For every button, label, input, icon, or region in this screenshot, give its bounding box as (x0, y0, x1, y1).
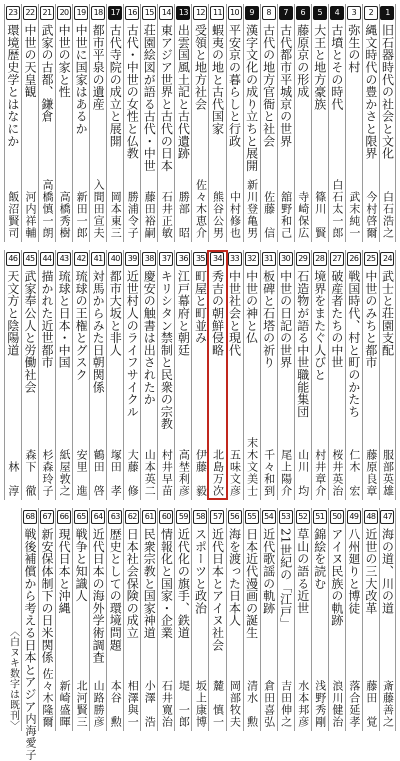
volume-number: 59 (176, 510, 190, 524)
book-title: 対馬からみた日朝関係 (91, 270, 106, 393)
book-title: 古代の地方官衙と社会 (261, 24, 276, 147)
volume-number: 52 (296, 510, 310, 524)
book-author: 水本邦彦 (296, 680, 310, 728)
volume-number: 18 (91, 6, 105, 20)
book-author: 堤 一郎 (177, 680, 191, 728)
book-title: 中世のみちと都市 (363, 270, 378, 369)
book-entry (174, 4, 191, 242)
book-entry (191, 250, 208, 500)
book-entry (106, 508, 123, 731)
book-author: 高橋秀樹 (58, 191, 72, 239)
book-title: 近世村人のライフサイクル (125, 270, 140, 418)
book-author: 森下 徹 (23, 449, 37, 497)
volume-number: 58 (193, 510, 207, 524)
book-author: 浪川健治 (330, 680, 344, 728)
volume-number: 25 (364, 252, 378, 266)
book-author: 倉田喜弘 (262, 680, 276, 728)
book-entry (157, 508, 174, 731)
book-title: 現代日本と沖縄 (57, 528, 72, 615)
volume-number: 49 (347, 510, 361, 524)
row-1 (4, 4, 396, 242)
volume-number: 2 (364, 6, 378, 20)
book-author: 入間田宣夫 (92, 179, 106, 239)
book-title: 慶安の触書は出されたか (142, 270, 157, 406)
book-author: 内海愛子 (23, 712, 37, 761)
volume-number: 27 (330, 252, 344, 266)
book-title: 蝦夷の地と古代国家 (210, 24, 225, 135)
book-author: 落合延孝 (347, 680, 361, 728)
book-title: 日本近代漫画の誕生 (244, 528, 259, 639)
book-title: 琉球と日本・中国 (57, 270, 72, 369)
volume-number: 68 (23, 510, 37, 524)
book-entry (38, 250, 55, 500)
book-entry (106, 250, 123, 500)
book-title: 破産者たちの中世 (329, 270, 344, 369)
book-author: 村井章介 (313, 449, 327, 497)
volume-number: 60 (159, 510, 173, 524)
volume-number: 45 (23, 252, 37, 266)
volume-number: 26 (347, 252, 361, 266)
legend-note-column (4, 508, 21, 731)
book-entry (123, 250, 140, 500)
volume-number: 29 (296, 252, 310, 266)
book-title: 中世の日記の世界 (278, 270, 293, 369)
volume-number: 66 (57, 510, 71, 524)
volume-number: 33 (228, 252, 242, 266)
book-title: 新安保体制下の日米関係 (40, 528, 55, 664)
book-author: 山川 均 (296, 449, 310, 497)
book-author: 新崎盛暉 (58, 680, 72, 728)
volume-number: 14 (159, 6, 173, 20)
book-entry (260, 4, 277, 242)
book-entry (379, 508, 396, 731)
book-author: 相澤與一 (126, 680, 140, 728)
book-author: 佐々木恵介 (194, 179, 208, 239)
book-author: 北河賢三 (75, 680, 89, 728)
book-entry (140, 250, 157, 500)
book-entry (294, 4, 311, 242)
book-author: 浅野秀剛 (313, 680, 327, 728)
book-title: 出雲国風土記と古代遺跡 (176, 24, 191, 160)
volume-number: 48 (364, 510, 378, 524)
book-entry (55, 508, 72, 731)
book-author: 武末純一 (347, 191, 361, 239)
book-author: 林 淳 (6, 461, 20, 497)
book-entry (191, 508, 208, 731)
book-author: 麓 慎一 (211, 680, 225, 728)
book-author: 小澤 浩 (143, 680, 157, 728)
book-entry (38, 508, 55, 731)
book-title: 武家奉公人と労働社会 (22, 270, 37, 393)
book-entry (89, 250, 106, 500)
book-entry (140, 508, 157, 731)
book-author: 高橋慎一朗 (41, 179, 55, 239)
book-entry (311, 4, 328, 242)
book-entry (4, 250, 21, 500)
book-author: 藤田 覚 (364, 680, 378, 728)
volume-number: 24 (380, 252, 394, 266)
book-title: 旧石器時代の社会と文化 (380, 24, 395, 160)
book-entry (345, 508, 362, 731)
volume-number: 35 (193, 252, 207, 266)
book-entry (208, 508, 225, 731)
book-title: 近代日本とアイヌ社会 (210, 528, 225, 651)
book-entry (4, 4, 21, 242)
volume-number: 3 (347, 6, 361, 20)
book-entry (328, 4, 345, 242)
volume-number: 42 (74, 252, 88, 266)
book-author: 新川登亀男 (245, 179, 259, 239)
book-title: 町屋と町並み (193, 270, 208, 344)
book-author: 河内祥輔 (23, 191, 37, 239)
volume-number: 34 (210, 252, 224, 266)
volume-number: 55 (245, 510, 259, 524)
book-entry (277, 508, 294, 731)
book-title: 荘園絵図が語る古代・中世 (142, 24, 157, 172)
book-entry (362, 4, 379, 242)
book-title: 古代都市平城京の世界 (278, 24, 293, 147)
volume-number: 21 (40, 6, 54, 20)
book-author: 勝浦令子 (126, 191, 140, 239)
volume-number: 67 (40, 510, 54, 524)
book-title: 情報化と国家・企業 (159, 528, 174, 639)
volume-number: 43 (57, 252, 71, 266)
book-author: 村井早苗 (160, 449, 174, 497)
book-entry (72, 250, 89, 500)
book-author: 中村修也 (228, 191, 242, 239)
book-entry (243, 250, 260, 500)
book-title: 草山の語る近世 (295, 528, 310, 615)
book-author: 石井正敏 (160, 191, 174, 239)
book-entry (277, 250, 294, 500)
book-entry (311, 250, 328, 500)
book-author: 服部英雄 (381, 449, 395, 497)
book-entry (226, 250, 243, 500)
book-entry (328, 250, 345, 500)
book-entry (123, 508, 140, 731)
book-title: 近代化の旗手、鉄道 (176, 528, 191, 639)
book-title: スポーツと政治 (193, 528, 208, 615)
book-author: 本谷 勲 (109, 680, 123, 728)
volume-number: 20 (57, 6, 71, 20)
book-entry (243, 4, 260, 242)
volume-number: 39 (125, 252, 139, 266)
book-title: 藤原京の形成 (295, 24, 310, 98)
volume-number: 65 (74, 510, 88, 524)
volume-number: 28 (313, 252, 327, 266)
book-entry (157, 4, 174, 242)
book-entry (260, 250, 277, 500)
volume-number: 8 (262, 6, 276, 20)
book-entry (208, 250, 225, 500)
book-entry (294, 250, 311, 500)
book-title: 中世の天皇観 (22, 24, 37, 98)
volume-number: 10 (228, 6, 242, 20)
book-entry (123, 4, 140, 242)
book-author: 末木文美士 (245, 437, 259, 497)
book-entry (208, 4, 225, 242)
book-title: 武士と荘園支配 (380, 270, 395, 357)
book-title: 中世の神と仏 (244, 270, 259, 344)
book-entry (277, 4, 294, 242)
book-entry (21, 250, 38, 500)
book-title: 板碑と石塔の祈り (261, 270, 276, 369)
volume-number: 50 (330, 510, 344, 524)
volume-number: 12 (193, 6, 207, 20)
book-title: 琉球の王権とグスク (74, 270, 89, 381)
book-author: 坂上康博 (194, 680, 208, 728)
book-author: 五味文彦 (228, 449, 242, 497)
book-entry (311, 508, 328, 731)
book-author: 仁木 宏 (347, 449, 361, 497)
volume-number: 53 (279, 510, 293, 524)
volume-number: 15 (142, 6, 156, 20)
volume-number: 61 (142, 510, 156, 524)
volume-number: 62 (125, 510, 139, 524)
book-entry (226, 508, 243, 731)
book-entry (38, 4, 55, 242)
book-entry (174, 508, 191, 731)
volume-number: 37 (159, 252, 173, 266)
book-author: 今村啓爾 (364, 191, 378, 239)
book-entry (345, 4, 362, 242)
book-author: 勝部 昭 (177, 191, 191, 239)
book-entry (106, 4, 123, 242)
book-title: 日本社会保険の成立 (125, 528, 140, 639)
volume-number: 22 (23, 6, 37, 20)
book-author: 舘野和己 (279, 191, 293, 239)
book-author: 尾上陽介 (279, 449, 293, 497)
book-entry (89, 4, 106, 242)
volume-number: 32 (245, 252, 259, 266)
volume-number: 16 (125, 6, 139, 20)
book-author: 大藤 修 (126, 449, 140, 497)
volume-number: 54 (262, 510, 276, 524)
book-entry (140, 4, 157, 242)
book-author: 高埜利彦 (177, 449, 191, 497)
book-title: 中世に国家はあるか (74, 24, 89, 135)
book-author: 斎藤善之 (381, 680, 395, 728)
volume-number: 13 (176, 6, 190, 20)
book-author: 白石太一郎 (330, 179, 344, 239)
volume-number: 4 (330, 6, 344, 20)
volume-number: 19 (74, 6, 88, 20)
volume-number: 56 (228, 510, 242, 524)
book-entry (226, 4, 243, 242)
volume-number: 40 (108, 252, 122, 266)
volume-number: 41 (91, 252, 105, 266)
book-author: 山本英二 (143, 449, 157, 497)
book-author: 千々和到 (262, 449, 276, 497)
volume-number: 47 (380, 510, 394, 524)
book-title: 縄文時代の豊かさと限界 (363, 24, 378, 160)
book-author: 山路勝彦 (92, 680, 106, 728)
book-entry (362, 250, 379, 500)
book-author: 藤原良章 (364, 449, 378, 497)
book-title: 境界をまたぐ人びと (312, 270, 327, 381)
book-title: 環境歴史学とはなにか (5, 24, 20, 147)
book-title: 描かれた近世都市 (40, 270, 55, 369)
book-author: 寺崎保広 (296, 191, 310, 239)
book-author: 佐藤 信 (262, 191, 276, 239)
volume-number: 11 (210, 6, 224, 20)
volume-number: 64 (91, 510, 105, 524)
book-title: 石造物が語る中世職能集団 (295, 270, 310, 418)
book-author: 安里 進 (75, 449, 89, 497)
volume-number: 1 (380, 6, 394, 20)
book-author: 清水 勲 (245, 680, 259, 728)
book-title: 海を渡った日本人 (227, 528, 242, 627)
volume-number: 6 (296, 6, 310, 20)
book-title: 天文方と陰陽道 (5, 270, 20, 357)
book-author: 鶴田 啓 (92, 449, 106, 497)
book-author: 桜井英治 (330, 449, 344, 497)
book-title: 歴史としての環境問題 (108, 528, 123, 651)
book-title: 戦国時代、村と町のかたち (346, 270, 361, 418)
book-author: 吉田伸之 (279, 680, 293, 728)
row-3 (4, 508, 396, 761)
volume-number: 17 (108, 6, 122, 20)
book-title: 中世社会と現代 (227, 270, 242, 357)
volume-number: 38 (142, 252, 156, 266)
book-author: 岡本東三 (109, 191, 123, 239)
book-entry (174, 250, 191, 500)
book-title: 古墳とその時代 (329, 24, 344, 111)
book-title: キリシタン禁制と民衆の宗教 (159, 270, 174, 430)
book-entry (157, 250, 174, 500)
book-title: 戦後補償から考える日本とアジア (22, 528, 37, 713)
legend-note: 〈白ヌキ数字は既刊〉 (7, 626, 19, 731)
book-entry (260, 508, 277, 731)
book-entry (55, 250, 72, 500)
book-title: 民衆宗教と国家神道 (142, 528, 157, 639)
volume-number: 36 (176, 252, 190, 266)
book-title: 古代・中世の女性と仏教 (125, 24, 140, 160)
book-title: 秀吉の朝鮮侵略 (210, 270, 225, 357)
book-entry (21, 4, 38, 242)
book-title: 都市大坂と非人 (108, 270, 123, 357)
book-title: 戦争と知識人 (74, 528, 89, 602)
book-author: 白石浩之 (381, 191, 395, 239)
book-entry (72, 508, 89, 731)
volume-number: 7 (279, 6, 293, 20)
book-title: 大王と地方豪族 (312, 24, 327, 111)
book-title: 弥生の村 (346, 24, 361, 74)
book-entry (55, 4, 72, 242)
book-author: 佐々木隆爾 (41, 668, 55, 728)
book-author: 塚田 孝 (109, 449, 123, 497)
book-author: 藤田裕嗣 (143, 191, 157, 239)
book-title: 21世紀の「江戸」 (278, 528, 293, 630)
book-entry (89, 508, 106, 731)
book-title: 近世の三大改革 (363, 528, 378, 615)
book-entry (328, 508, 345, 731)
volume-number: 31 (262, 252, 276, 266)
book-entry (362, 508, 379, 731)
book-title: 漢字文化の成り立ちと展開 (244, 24, 259, 172)
book-title: 東アジア世界と古代の日本 (159, 24, 174, 172)
book-author: 北島万次 (211, 449, 225, 497)
book-entry (294, 508, 311, 731)
book-entry (379, 250, 396, 500)
book-title: 江戸幕府と朝廷 (176, 270, 191, 357)
book-author: 岡部牧夫 (228, 680, 242, 728)
book-title: 都市平泉の遺産 (91, 24, 106, 111)
volume-number: 23 (6, 6, 20, 20)
book-entry (72, 4, 89, 242)
volume-number: 5 (313, 6, 327, 20)
book-title: 受領と地方社会 (193, 24, 208, 111)
book-title: 武家の古都、鎌倉 (40, 24, 55, 123)
book-entry (379, 4, 396, 242)
book-entry (191, 4, 208, 242)
book-title: 中世の家と性 (57, 24, 72, 98)
book-author: 石井寛治 (160, 680, 174, 728)
book-title: 古代寺院の成立と展開 (108, 24, 123, 147)
book-title: 錦絵を読む (312, 528, 327, 590)
book-author: 熊谷公男 (211, 191, 225, 239)
book-title: 近代歌謡の軌跡 (261, 528, 276, 615)
book-entry (345, 250, 362, 500)
book-author: 杉森玲子 (41, 449, 55, 497)
book-title: 八州廻りと博徒 (346, 528, 361, 615)
volume-number: 46 (6, 252, 20, 266)
book-title: アイヌ民族の軌跡 (329, 528, 344, 627)
volume-number: 51 (313, 510, 327, 524)
volume-number: 63 (108, 510, 122, 524)
book-author: 紙屋敦之 (58, 449, 72, 497)
book-author: 飯沼賢司 (6, 191, 20, 239)
volume-number: 57 (210, 510, 224, 524)
book-title: 近代日本の海外学術調査 (91, 528, 106, 664)
volume-number: 30 (279, 252, 293, 266)
book-entry (21, 508, 38, 761)
book-author: 伊藤 毅 (194, 449, 208, 497)
book-author: 新田一郎 (75, 191, 89, 239)
book-entry (243, 508, 260, 731)
row-2 (4, 250, 396, 500)
volume-number: 9 (245, 6, 259, 20)
book-title: 海の道、川の道 (380, 528, 395, 615)
book-author: 篠川 賢 (313, 191, 327, 239)
volume-number: 44 (40, 252, 54, 266)
book-title: 平安京の暮らしと行政 (227, 24, 242, 147)
